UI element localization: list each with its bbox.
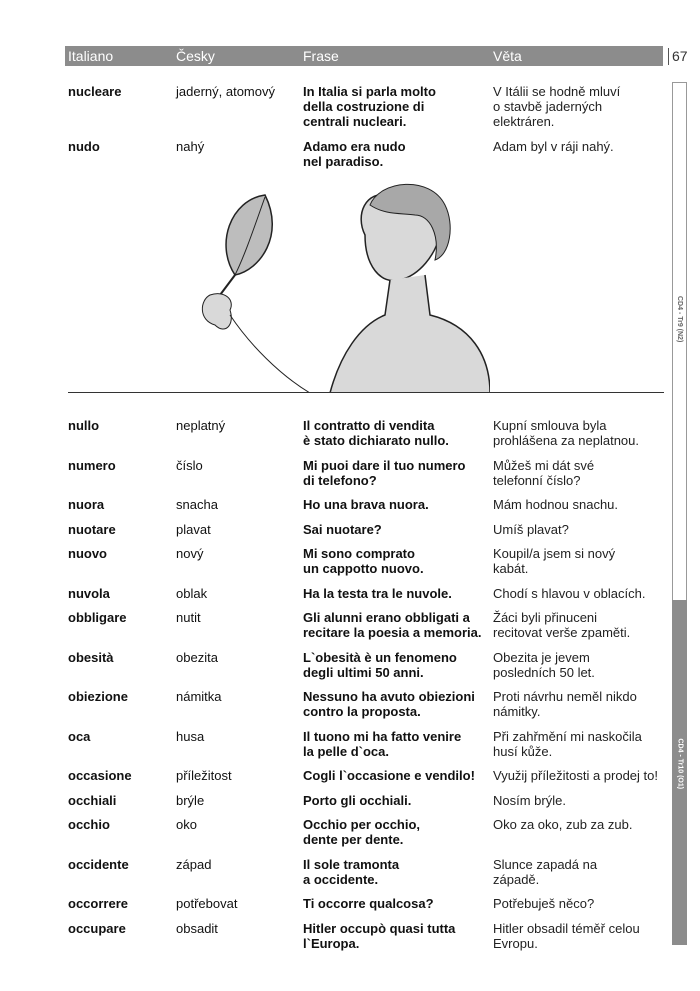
vocab-entry — [0, 497, 670, 512]
czech-translation: oblak — [176, 585, 208, 601]
czech-sentence: Adam byl v ráji nahý. — [493, 138, 614, 154]
italian-sentence: Hitler occupò quasi tutta l`Europa. — [303, 920, 456, 951]
italian-sentence: In Italia si parla molto della costruzione di centrali nucleari. — [303, 84, 436, 129]
czech-translation: číslo — [176, 457, 203, 473]
czech-sentence: Využij příležitosti a prodej to! — [493, 768, 658, 783]
czech-sentence: Žáci byli přinuceni recitovat verše zpaměti. — [493, 610, 631, 640]
italian-sentence: Ha la testa tra le nuvole. — [303, 585, 452, 601]
czech-translation: západ — [176, 856, 212, 872]
czech-translation: brýle — [176, 792, 205, 808]
column-header-bar — [65, 46, 663, 66]
adam-with-leaf-illustration — [190, 175, 490, 393]
italian-sentence: Sai nuotare? — [303, 521, 382, 537]
czech-sentence: Můžeš mi dát své telefonní číslo? — [493, 457, 595, 488]
italian-sentence: Ho una brava nuora. — [303, 497, 429, 512]
czech-sentence: Hitler obsadil téměř celou Evropu. — [493, 920, 640, 951]
header-veta: Věta — [493, 48, 522, 64]
italian-sentence: Gli alunni erano obbligati a recitare la poesia a memoria. — [303, 610, 482, 640]
czech-translation: jaderný, atomový — [176, 84, 275, 99]
italian-word: oca — [68, 728, 91, 744]
italian-sentence: Cogli l`occasione e vendilo! — [303, 768, 475, 783]
czech-translation: husa — [176, 728, 205, 744]
italian-word: obiezione — [68, 689, 128, 704]
vocab-entry — [0, 793, 670, 808]
vocab-entry — [0, 139, 670, 169]
side-tab-label: CD4 - Tr9 (N2) — [676, 296, 683, 343]
czech-sentence: Při zahřmění mi naskočila husí kůže. — [493, 728, 642, 759]
section-divider — [68, 392, 664, 393]
vocab-list — [0, 418, 670, 960]
czech-translation: námitka — [176, 689, 222, 704]
vocab-entry — [0, 522, 670, 537]
italian-word: obbligare — [68, 610, 127, 625]
italian-word: nuovo — [68, 546, 107, 561]
vocab-entry — [0, 857, 670, 887]
vocab-entry — [0, 921, 670, 951]
czech-sentence: Kupní smlouva byla prohlášena za neplatnou. — [493, 418, 640, 448]
czech-sentence: Oko za oko, zub za zub. — [493, 817, 633, 832]
czech-sentence: Slunce zapadá na západě. — [493, 856, 598, 887]
czech-sentence: Mám hodnou snachu. — [493, 497, 619, 512]
czech-translation: oko — [176, 817, 197, 832]
italian-word: occorrere — [68, 896, 128, 911]
italian-word: occhiali — [68, 792, 117, 808]
header-frase: Frase — [303, 48, 339, 64]
vocab-entry — [0, 84, 670, 129]
vocab-entry — [0, 418, 670, 448]
italian-word: occupare — [68, 920, 126, 936]
italian-sentence: L`obesità è un fenomeno degli ultimi 50 anni. — [303, 649, 457, 680]
czech-translation: plavat — [176, 521, 211, 537]
italian-sentence: Ti occorre qualcosa? — [303, 896, 434, 911]
czech-sentence: V Itálii se hodně mluví o stavbě jaderných elektráren. — [493, 84, 621, 129]
italian-word: occasione — [68, 768, 132, 783]
czech-sentence: Nosím brýle. — [493, 792, 566, 808]
header-italiano: Italiano — [68, 48, 114, 64]
vocab-entry — [0, 817, 670, 847]
italian-word: nullo — [68, 418, 100, 433]
italian-sentence: Mi puoi dare il tuo numero di telefono? — [303, 457, 466, 488]
vocab-entry — [0, 650, 670, 680]
italian-word: nuotare — [68, 521, 116, 537]
czech-translation: příležitost — [176, 768, 232, 783]
vocab-entry — [0, 768, 670, 783]
czech-translation: potřebovat — [176, 896, 238, 911]
vocab-entry — [0, 610, 670, 640]
czech-sentence: Potřebuješ něco? — [493, 896, 595, 911]
italian-word: occhio — [68, 817, 110, 832]
italian-sentence: Nessuno ha avuto obiezioni contro la proposta. — [303, 689, 475, 719]
italian-sentence: Mi sono comprato un cappotto nuovo. — [303, 546, 424, 576]
page-number: 67 — [668, 48, 688, 65]
italian-sentence: Adamo era nudo nel paradiso. — [303, 138, 406, 169]
czech-translation: snacha — [176, 497, 218, 512]
vocab-entry — [0, 896, 670, 911]
czech-translation: neplatný — [176, 418, 226, 433]
italian-sentence: Porto gli occhiali. — [303, 792, 412, 808]
vocab-entry — [0, 586, 670, 601]
czech-translation: obezita — [176, 649, 218, 665]
header-cesky: Česky — [176, 48, 215, 64]
italian-sentence: Occhio per occhio, dente per dente. — [303, 817, 421, 847]
italian-word: numero — [68, 457, 116, 473]
italian-word: nuora — [68, 497, 105, 512]
czech-sentence: Chodí s hlavou v oblacích. — [493, 585, 646, 601]
italian-word: obesità — [68, 649, 114, 665]
side-tab-label: CD4 - Tr10 (O1) — [676, 738, 684, 790]
vocab-list-top — [0, 84, 670, 178]
czech-sentence: Koupil/a jsem si nový kabát. — [493, 546, 616, 576]
czech-translation: obsadit — [176, 920, 218, 936]
vocab-entry — [0, 729, 670, 759]
italian-sentence: Il sole tramonta a occidente. — [303, 856, 400, 887]
czech-sentence: Proti návrhu neměl nikdo námitky. — [493, 689, 637, 719]
italian-word: occidente — [68, 856, 129, 872]
vocab-entry — [0, 689, 670, 719]
italian-sentence: Il contratto di vendita è stato dichiarato nullo. — [303, 418, 449, 448]
czech-translation: nutit — [176, 610, 201, 625]
vocab-entry — [0, 458, 670, 488]
czech-sentence: Umíš plavat? — [493, 521, 569, 537]
czech-translation: nový — [176, 546, 204, 561]
vocab-entry — [0, 546, 670, 576]
czech-translation: nahý — [176, 138, 205, 154]
italian-word: nudo — [68, 138, 100, 154]
italian-word: nuvola — [68, 585, 110, 601]
czech-sentence: Obezita je jevem posledních 50 let. — [493, 649, 595, 680]
italian-sentence: Il tuono mi ha fatto venire la pelle d`oca. — [303, 728, 462, 759]
italian-word: nucleare — [68, 84, 122, 99]
